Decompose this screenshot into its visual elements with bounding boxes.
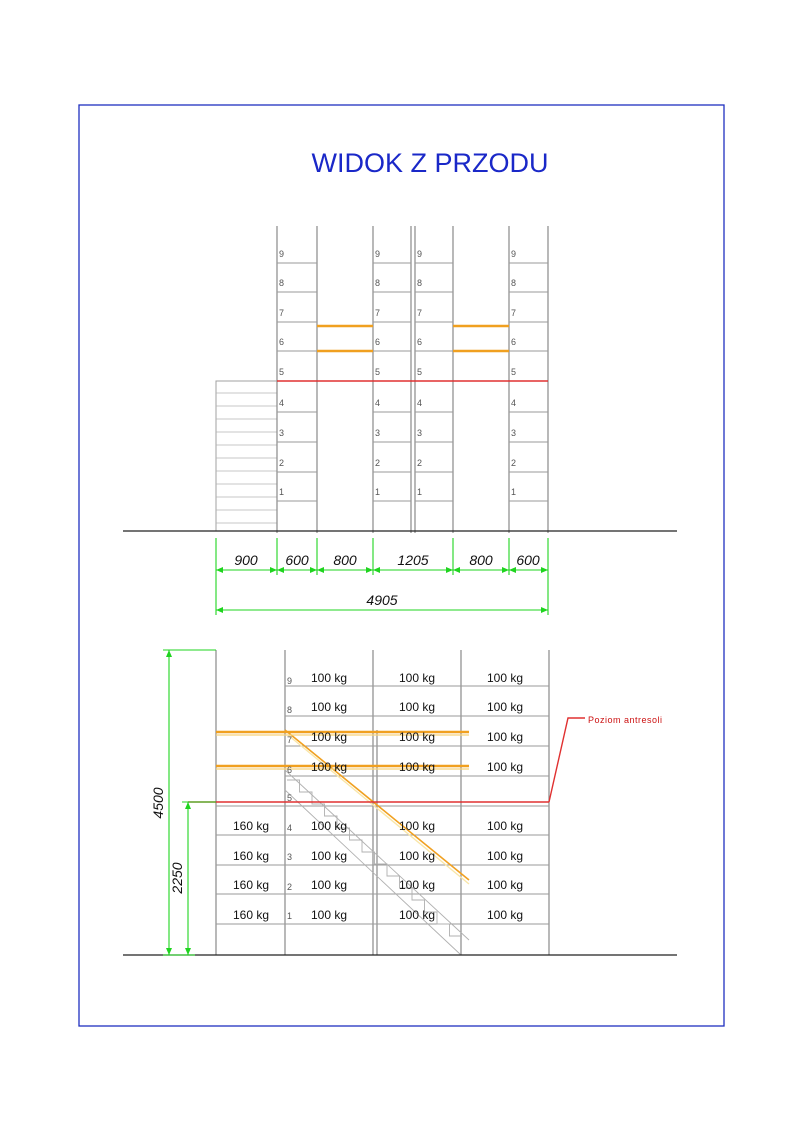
load-label: 100 kg <box>398 700 436 714</box>
level-number: 1 <box>511 487 517 497</box>
load-label: 100 kg <box>310 730 348 744</box>
dim-arrowhead <box>270 567 277 573</box>
dim-arrowhead <box>166 948 172 955</box>
load-label: 100 kg <box>398 671 436 685</box>
top-stair-block <box>216 381 277 531</box>
level-number: 8 <box>511 278 517 288</box>
level-number: 6 <box>287 765 293 775</box>
total-height-label: 4500 <box>150 787 166 819</box>
bottom-level-numbers <box>287 676 292 921</box>
level-number: 8 <box>417 278 423 288</box>
drawing-title: WIDOK Z PRZODU <box>311 148 549 178</box>
level-number: 7 <box>417 308 423 318</box>
load-label: 100 kg <box>486 819 524 833</box>
dim-arrowhead <box>185 948 191 955</box>
level-number: 1 <box>417 487 423 497</box>
mezzanine-leader-line <box>549 718 585 802</box>
level-number: 2 <box>279 458 285 468</box>
dim-arrowhead <box>277 567 284 573</box>
level-number: 6 <box>375 337 381 347</box>
level-number: 3 <box>511 428 517 438</box>
width-label-1205: 1205 <box>397 552 429 568</box>
level-number: 9 <box>279 249 285 259</box>
left-bay-loads <box>233 819 269 922</box>
load-label: 100 kg <box>310 908 348 922</box>
level-number: 5 <box>279 367 285 377</box>
level-number: 8 <box>279 278 285 288</box>
level-number: 3 <box>417 428 423 438</box>
level-number: 9 <box>287 676 293 686</box>
level-number: 2 <box>287 882 293 892</box>
mezzanine-note: Poziom antresoli <box>588 715 663 725</box>
dim-arrowhead <box>541 607 548 613</box>
level-number: 4 <box>279 398 285 408</box>
load-label: 100 kg <box>310 671 348 685</box>
level-number: 3 <box>375 428 381 438</box>
level-number: 5 <box>417 367 423 377</box>
level-number: 7 <box>511 308 517 318</box>
load-label: 160 kg <box>232 849 270 863</box>
total-width-label: 4905 <box>366 592 398 608</box>
load-label: 100 kg <box>486 908 524 922</box>
level-number: 6 <box>279 337 285 347</box>
load-label: 100 kg <box>486 730 524 744</box>
load-label: 100 kg <box>486 849 524 863</box>
top-rack-beams <box>277 263 548 501</box>
dim-arrowhead <box>366 567 373 573</box>
dim-arrowhead <box>373 567 380 573</box>
dim-arrowhead <box>166 650 172 657</box>
level-number: 7 <box>287 735 293 745</box>
load-label: 100 kg <box>398 878 436 892</box>
level-number: 9 <box>375 249 381 259</box>
bay1-loads <box>311 671 347 922</box>
level-number: 1 <box>287 911 293 921</box>
level-number: 4 <box>417 398 423 408</box>
width-label-600: 600 <box>285 552 309 568</box>
bottom-side-view <box>123 650 677 955</box>
level-number: 8 <box>375 278 381 288</box>
width-label-600-second: 600 <box>516 552 540 568</box>
dim-arrowhead <box>317 567 324 573</box>
dim-arrowhead <box>310 567 317 573</box>
level-number: 3 <box>279 428 285 438</box>
dim-arrowhead <box>216 607 223 613</box>
level-number: 7 <box>375 308 381 318</box>
level-number: 6 <box>417 337 423 347</box>
width-label-800: 800 <box>333 552 357 568</box>
level-number: 4 <box>511 398 517 408</box>
load-label: 100 kg <box>398 849 436 863</box>
bay3-loads <box>487 671 523 922</box>
load-label: 100 kg <box>310 878 348 892</box>
dim-arrowhead <box>509 567 516 573</box>
load-label: 160 kg <box>232 878 270 892</box>
load-label: 100 kg <box>310 700 348 714</box>
level-number: 7 <box>279 308 285 318</box>
load-label: 100 kg <box>398 760 436 774</box>
load-label: 160 kg <box>232 908 270 922</box>
dim-arrowhead <box>216 567 223 573</box>
dim-arrowhead <box>541 567 548 573</box>
level-number: 9 <box>417 249 423 259</box>
load-label: 100 kg <box>310 819 348 833</box>
level-number: 2 <box>375 458 381 468</box>
level-number: 8 <box>287 705 293 715</box>
load-label: 100 kg <box>398 730 436 744</box>
load-label: 100 kg <box>398 819 436 833</box>
dim-arrowhead <box>502 567 509 573</box>
level-number: 2 <box>511 458 517 468</box>
bay2-loads <box>399 671 435 922</box>
load-label: 100 kg <box>310 760 348 774</box>
level-number: 4 <box>375 398 381 408</box>
level-number: 2 <box>417 458 423 468</box>
level-number: 1 <box>279 487 285 497</box>
dim-arrowhead <box>446 567 453 573</box>
stair-block-outline <box>216 381 277 531</box>
level-number: 5 <box>287 793 293 803</box>
dim-arrowhead <box>185 802 191 809</box>
level-number: 1 <box>375 487 381 497</box>
width-label-800-second: 800 <box>469 552 493 568</box>
load-label: 100 kg <box>486 760 524 774</box>
load-label: 160 kg <box>232 819 270 833</box>
level-number: 5 <box>375 367 381 377</box>
load-label: 100 kg <box>398 908 436 922</box>
level-number: 4 <box>287 823 293 833</box>
level-number: 9 <box>511 249 517 259</box>
top-level-numbers <box>279 249 516 497</box>
dim-arrowhead <box>453 567 460 573</box>
level-number: 5 <box>511 367 517 377</box>
top-front-view <box>123 226 677 615</box>
load-label: 100 kg <box>486 671 524 685</box>
load-label: 100 kg <box>486 878 524 892</box>
mezzanine-height-label: 2250 <box>169 862 185 894</box>
load-label: 100 kg <box>310 849 348 863</box>
load-label: 100 kg <box>486 700 524 714</box>
level-number: 6 <box>511 337 517 347</box>
width-label-900: 900 <box>234 552 258 568</box>
level-number: 3 <box>287 852 293 862</box>
